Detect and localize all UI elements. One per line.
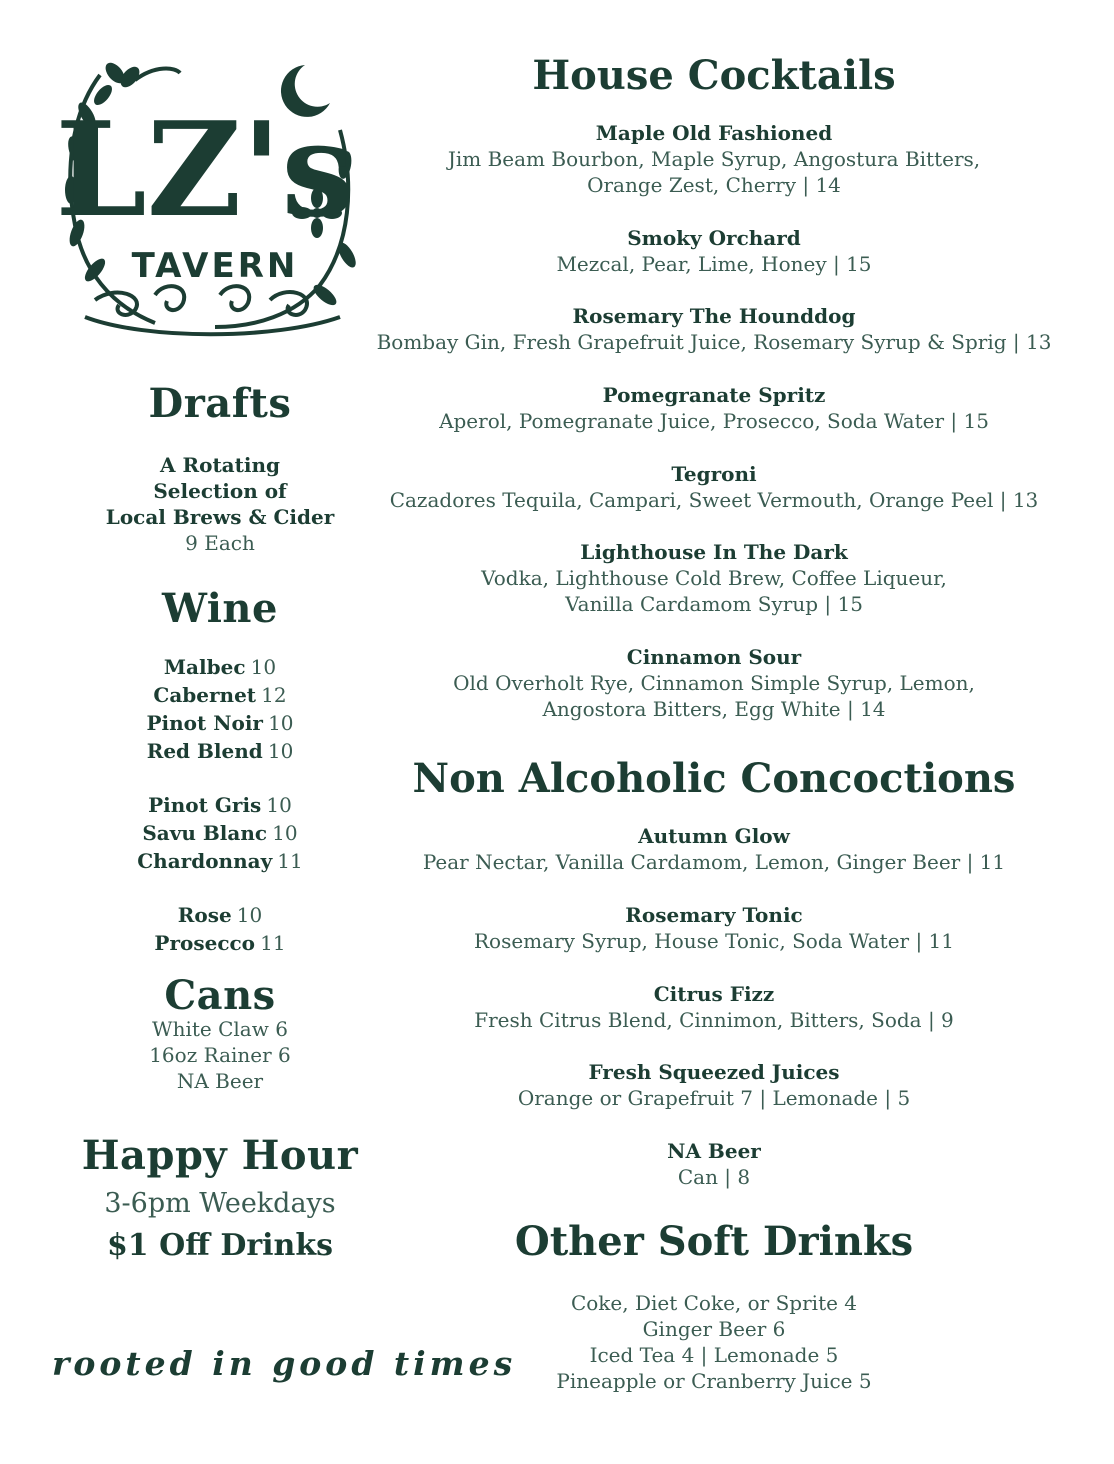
- laurel-wreath-icon: [55, 55, 365, 345]
- drafts-price: 9 Each: [185, 531, 255, 555]
- mocktail-name: Citrus Fizz: [653, 982, 775, 1006]
- non-alcoholic-title: Non Alcoholic Concoctions: [412, 755, 1016, 802]
- cocktail-desc: Vodka, Lighthouse Cold Brew, Coffee Liqueur,: [481, 566, 947, 590]
- cans-list: [40, 1016, 400, 1094]
- logo-name: LZ's: [55, 93, 355, 246]
- wine-name: Pinot Gris: [148, 793, 262, 817]
- wine-item: [40, 654, 400, 682]
- wine-group-sparkling: [40, 902, 400, 958]
- wine-name: Savu Blanc: [142, 821, 268, 845]
- mocktail-name: Rosemary Tonic: [625, 903, 803, 927]
- wine-name: Chardonnay: [137, 849, 273, 873]
- cocktail-item: [372, 382, 1056, 434]
- cans-title: Cans: [164, 972, 276, 1019]
- cocktail-desc: Orange Zest, Cherry | 14: [587, 173, 841, 197]
- cocktail-desc: Bombay Gin, Fresh Grapefruit Juice, Rosemary Syrup & Sprig | 13: [376, 330, 1052, 354]
- wine-price: 10: [267, 739, 294, 763]
- can-item: NA Beer: [176, 1069, 264, 1093]
- cocktail-desc: Aperol, Pomegranate Juice, Prosecco, Soda Water | 15: [439, 409, 989, 433]
- cocktail-desc: Old Overholt Rye, Cinnamon Simple Syrup, Lemon,: [453, 671, 975, 695]
- wine-item: [40, 710, 400, 738]
- can-item: White Claw 6: [152, 1017, 288, 1041]
- wine-price: 10: [272, 821, 298, 845]
- wine-name: Red Blend: [146, 739, 263, 763]
- mocktail-desc: Fresh Citrus Blend, Cinnimon, Bitters, Soda | 9: [474, 1008, 954, 1032]
- wine-name: Prosecco: [154, 931, 256, 955]
- cocktail-name: Maple Old Fashioned: [595, 121, 833, 145]
- cocktail-desc: Angostora Bitters, Egg White | 14: [542, 697, 886, 721]
- mocktail-desc: Can | 8: [677, 1165, 751, 1189]
- mocktail-item: [372, 902, 1056, 954]
- cocktail-item: [372, 120, 1056, 198]
- soft-drink-item: Pineapple or Cranberry Juice 5: [556, 1369, 872, 1393]
- drafts-line: Local Brews & Cider: [105, 505, 335, 529]
- cocktail-item: [372, 644, 1056, 722]
- mocktail-name: Autumn Glow: [638, 824, 790, 848]
- cocktail-desc: Jim Beam Bourbon, Maple Syrup, Angostura Bitters,: [447, 147, 981, 171]
- mocktail-item: [372, 981, 1056, 1033]
- wine-item: [40, 930, 400, 958]
- happy-hour-deal: $1 Off Drinks: [106, 1228, 334, 1263]
- wine-price: 11: [277, 849, 303, 873]
- wine-item: [40, 902, 400, 930]
- wine-price: 11: [260, 931, 286, 955]
- happy-hour-title: Happy Hour: [81, 1132, 359, 1179]
- can-item: 16oz Rainer 6: [149, 1043, 291, 1067]
- wine-price: 10: [268, 711, 294, 735]
- cocktail-desc: Cazadores Tequila, Campari, Sweet Vermouth, Orange Peel | 13: [389, 488, 1039, 512]
- mocktail-item: [372, 1059, 1056, 1111]
- wine-item: [40, 682, 400, 710]
- mocktail-name: NA Beer: [667, 1139, 761, 1163]
- cocktail-desc: Vanilla Cardamom Syrup | 15: [565, 592, 863, 616]
- logo-subtitle: TAVERN: [131, 246, 299, 286]
- house-cocktails-title: House Cocktails: [532, 52, 896, 99]
- wine-price: 10: [250, 655, 277, 679]
- cocktail-name: Cinnamon Sour: [626, 645, 802, 669]
- drafts-title: Drafts: [148, 380, 292, 427]
- happy-hour-hours: 3-6pm Weekdays: [104, 1188, 336, 1219]
- cocktail-name: Pomegranate Spritz: [602, 383, 826, 407]
- mocktail-desc: Orange or Grapefruit 7 | Lemonade | 5: [517, 1086, 911, 1110]
- wine-name: Cabernet: [153, 683, 257, 707]
- cocktail-item: [372, 539, 1056, 617]
- drafts-line: A Rotating: [160, 453, 280, 477]
- mocktail-name: Fresh Squeezed Juices: [588, 1060, 840, 1084]
- wine-item: [40, 792, 400, 820]
- soft-drinks-list: [372, 1290, 1056, 1394]
- cocktail-name: Rosemary The Hounddog: [572, 304, 856, 328]
- soft-drinks-title: Other Soft Drinks: [514, 1218, 914, 1265]
- wine-price: 10: [236, 903, 263, 927]
- wine-price: 10: [266, 793, 292, 817]
- wine-item: [40, 820, 400, 848]
- soft-drink-item: Ginger Beer 6: [642, 1317, 786, 1341]
- cocktail-name: Smoky Orchard: [627, 226, 801, 250]
- mocktail-desc: Rosemary Syrup, House Tonic, Soda Water | 11: [473, 929, 954, 953]
- tagline: rooted in good times: [52, 1344, 517, 1383]
- wine-name: Pinot Noir: [146, 711, 263, 735]
- soft-drink-item: Coke, Diet Coke, or Sprite 4: [570, 1291, 858, 1315]
- cocktail-desc: Mezcal, Pear, Lime, Honey | 15: [556, 252, 872, 276]
- soft-drink-item: Iced Tea 4 | Lemonade 5: [589, 1343, 839, 1367]
- wine-list: [40, 654, 400, 984]
- cocktail-name: Tegroni: [671, 462, 757, 486]
- mocktail-item: [372, 1138, 1056, 1190]
- cocktail-item: [372, 461, 1056, 513]
- wine-group-red: [40, 654, 400, 766]
- cocktail-name: Lighthouse In The Dark: [580, 540, 848, 564]
- tavern-logo: [55, 55, 365, 345]
- cocktail-item: [372, 225, 1056, 277]
- cocktail-item: [372, 303, 1056, 355]
- drafts-line: Selection of: [153, 479, 287, 503]
- wine-item: [40, 738, 400, 766]
- wine-title: Wine: [162, 585, 278, 632]
- wine-name: Rose: [177, 903, 232, 927]
- wine-name: Malbec: [163, 655, 246, 679]
- drafts-section: [40, 452, 400, 556]
- mocktail-desc: Pear Nectar, Vanilla Cardamom, Lemon, Ginger Beer | 11: [422, 850, 1006, 874]
- wine-group-white: [40, 792, 400, 876]
- wine-item: [40, 848, 400, 876]
- mocktail-item: [372, 823, 1056, 875]
- wine-price: 12: [261, 683, 287, 707]
